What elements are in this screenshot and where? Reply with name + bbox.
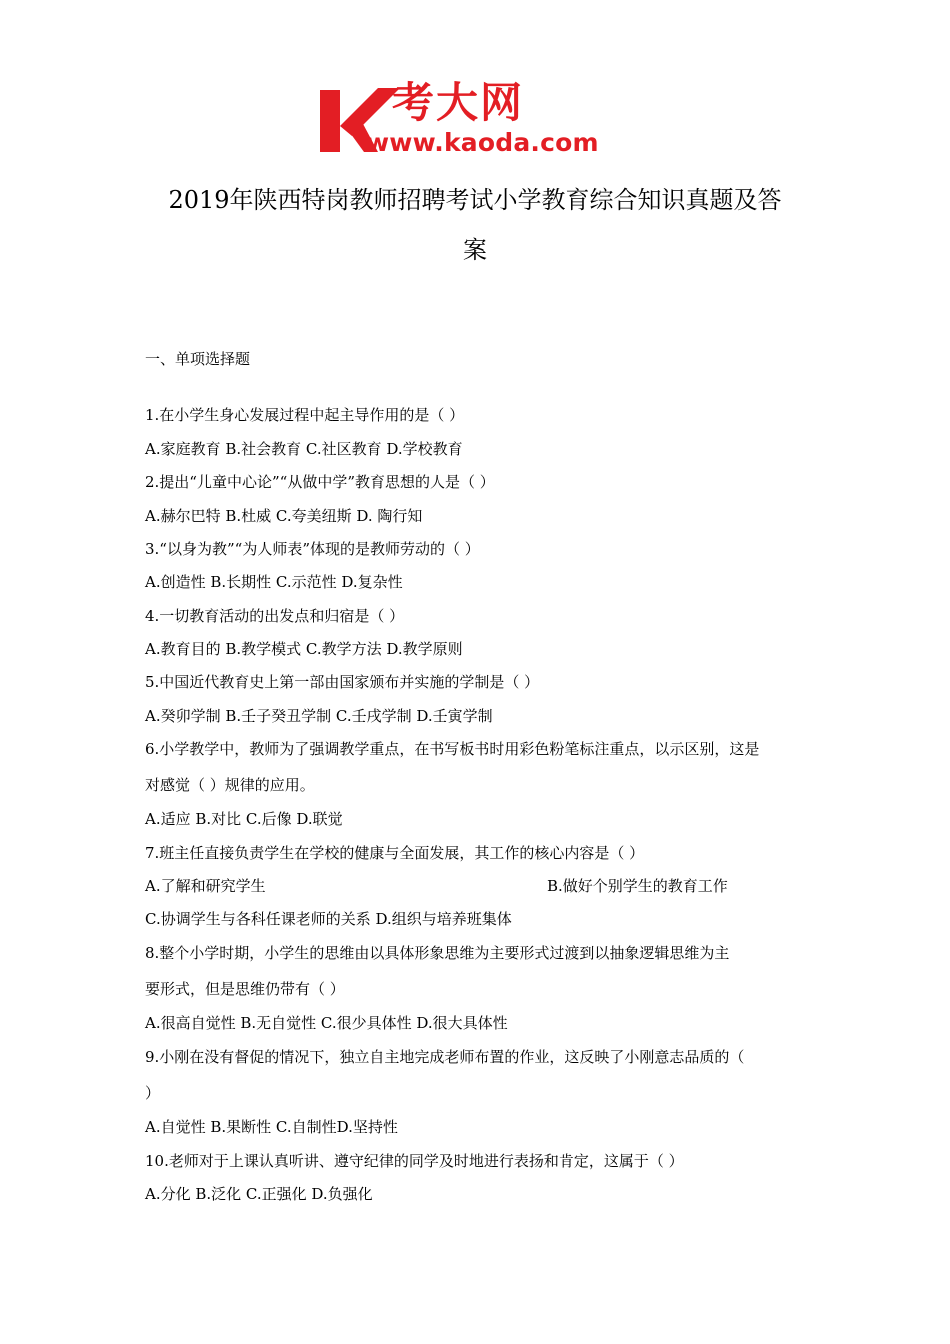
question-10-options: A.分化 B.泛化 C.正强化 D.负强化 — [145, 1185, 373, 1203]
document-title-line-1: 2019年陕西特岗教师招聘考试小学教育综合知识真题及答 — [168, 186, 782, 214]
question-8-stem-line-2: 要形式，但是思维仍带有（ ） — [145, 980, 345, 998]
kaoda-logo[interactable] — [318, 78, 638, 160]
question-7-options-ab — [145, 875, 810, 896]
question-6-stem-line-1: 6.小学教学中，教师为了强调教学重点，在书写板书时用彩色粉笔标注重点，以示区别，这是 — [145, 740, 760, 758]
question-1-options: A.家庭教育 B.社会教育 C.社区教育 D.学校教育 — [145, 440, 463, 458]
question-7-stem: 7.班主任直接负责学生在学校的健康与全面发展，其工作的核心内容是（ ） — [145, 844, 645, 862]
question-7-options-cd: C.协调学生与各科任课老师的关系 D.组织与培养班集体 — [145, 910, 512, 928]
logo-url-text: www.kaoda.com — [366, 128, 599, 157]
question-3-options: A.创造性 B.长期性 C.示范性 D.复杂性 — [145, 573, 403, 591]
document-title-line-2: 案 — [463, 236, 487, 264]
question-4-options: A.教育目的 B.教学模式 C.教学方法 D.教学原则 — [145, 640, 463, 658]
logo-brand-text: 考大网 — [392, 78, 525, 127]
question-2-stem: 2.提出“儿童中心论”“从做中学”教育思想的人是（ ） — [145, 473, 495, 491]
question-3-stem: 3.“以身为教”“为人师表”体现的是教师劳动的（ ） — [145, 540, 480, 558]
question-5-stem: 5.中国近代教育史上第一部由国家颁布并实施的学制是（ ） — [145, 673, 540, 691]
question-1-stem: 1.在小学生身心发展过程中起主导作用的是（ ） — [145, 406, 465, 424]
section-heading: 一、单项选择题 — [145, 350, 251, 368]
question-4-stem: 4.一切教育活动的出发点和归宿是（ ） — [145, 607, 405, 625]
question-9-stem-line-2: ） — [145, 1084, 161, 1102]
question-7-option-b: B.做好个别学生的教育工作 — [547, 877, 728, 895]
question-9-options: A.自觉性 B.果断性 C.自制性D.坚持性 — [145, 1118, 398, 1136]
question-10-stem: 10.老师对于上课认真听讲、遵守纪律的同学及时地进行表扬和肯定，这属于（ ） — [145, 1152, 684, 1170]
question-6-options: A.适应 B.对比 C.后像 D.联觉 — [145, 810, 343, 828]
question-8-options: A.很高自觉性 B.无自觉性 C.很少具体性 D.很大具体性 — [145, 1014, 508, 1032]
question-9-stem-line-1: 9.小刚在没有督促的情况下，独立自主地完成老师布置的作业，这反映了小刚意志品质的（ — [145, 1048, 745, 1066]
question-7-option-a: A.了解和研究学生 — [145, 877, 266, 895]
question-5-options: A.癸卯学制 B.壬子癸丑学制 C.壬戌学制 D.壬寅学制 — [145, 707, 493, 725]
question-2-options: A.赫尔巴特 B.杜威 C.夸美纽斯 D. 陶行知 — [145, 507, 423, 525]
question-8-stem-line-1: 8.整个小学时期，小学生的思维由以具体形象思维为主要形式过渡到以抽象逻辑思维为主 — [145, 944, 730, 962]
question-6-stem-line-2: 对感觉（ ）规律的应用。 — [145, 776, 315, 794]
